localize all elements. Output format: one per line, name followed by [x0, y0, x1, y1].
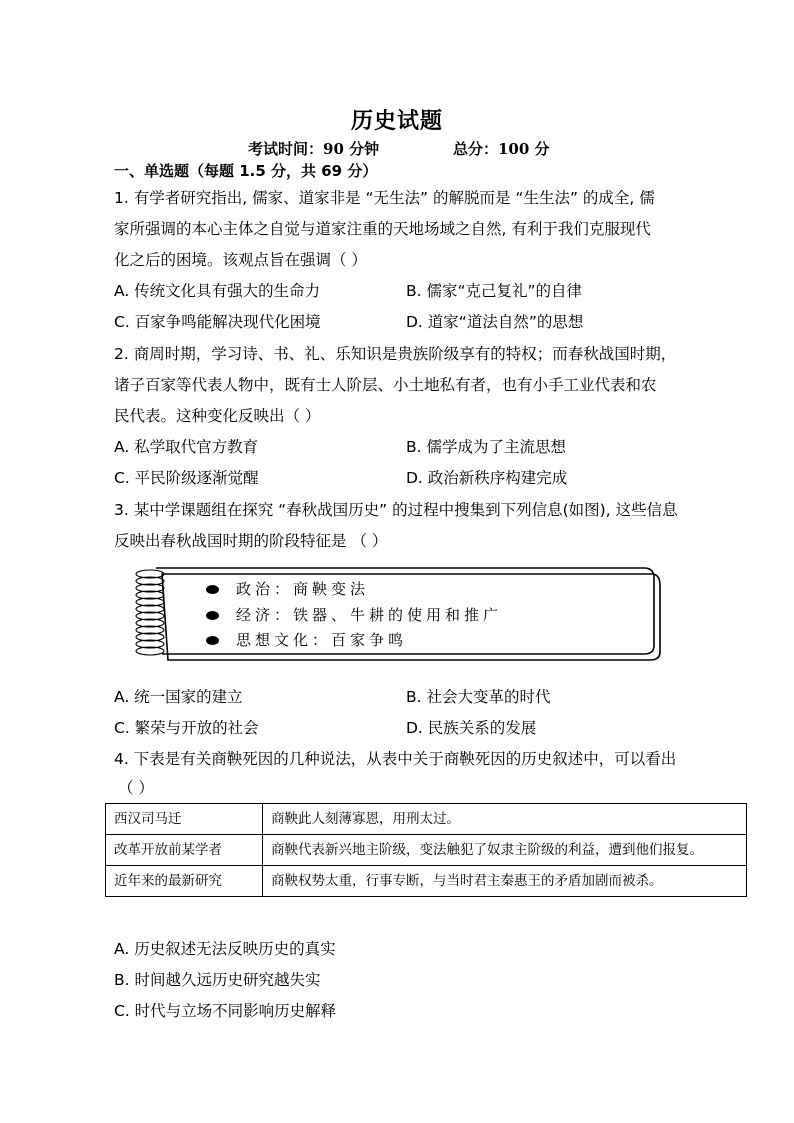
table-cell-source: 西汉司马迁 [106, 804, 263, 835]
option-a[interactable]: A. 传统文化具有强大的生命力 [114, 282, 321, 300]
question-text-line: 家所强调的本心主体之自觉与道家注重的天地场域之自然, 有利于我们克服现代 [114, 220, 651, 238]
question-text-line: 诸子百家等代表人物中，既有士人阶层、小土地私有者，也有小手工业代表和农 [114, 376, 657, 394]
table-row [106, 804, 747, 835]
option-c[interactable]: C. 时代与立场不同影响历史解释 [114, 1002, 337, 1020]
table-cell-view: 商鞅此人刻薄寡恩，用刑太过。 [263, 804, 747, 835]
exam-title: 历史试题 [350, 108, 443, 134]
table-cell-view: 商鞅权势太重，行事专断，与当时君主秦惠王的矛盾加剧而被杀。 [263, 866, 747, 897]
option-d[interactable]: D. 道家“道法自然”的思想 [406, 313, 584, 331]
question-text-line: 反映出春秋战国时期的阶段特征是 （ ） [114, 532, 388, 550]
option-a[interactable]: A. 统一国家的建立 [114, 688, 243, 706]
option-d[interactable]: D. 政治新秩序构建完成 [406, 469, 568, 487]
section-heading: 一、单选题（每题 1.5 分，共 69 分） [114, 162, 378, 180]
option-b[interactable]: B. 社会大变革的时代 [406, 688, 551, 706]
option-b[interactable]: B. 时间越久远历史研究越失实 [114, 971, 321, 989]
bullet-icon [206, 585, 219, 594]
option-a[interactable]: A. 私学取代官方教育 [114, 438, 259, 456]
answer-bracket: （ ） [118, 779, 154, 797]
notebook-item-economy: 经济：铁器、牛耕的使用和推广 [236, 606, 503, 624]
question-text-line: 4. 下表是有关商鞅死因的几种说法，从表中关于商鞅死因的历史叙述中，可以看出 [114, 750, 677, 768]
notebook-item-culture: 思想文化：百家争鸣 [236, 631, 408, 649]
exam-time: 考试时间：90 分钟 [248, 140, 380, 158]
question-text-line: 化之后的困境。该观点旨在强调（ ） [114, 251, 367, 269]
table-row [106, 835, 747, 866]
question-text-line: 民代表。这种变化反映出（ ） [114, 407, 321, 425]
bullet-icon [206, 636, 219, 645]
option-b[interactable]: B. 儒家“克己复礼”的自律 [406, 282, 583, 300]
option-c[interactable]: C. 繁荣与开放的社会 [114, 719, 259, 737]
question-text-line: 1. 有学者研究指出, 儒家、道家非是 “无生法” 的解脱而是 “生生法” 的成全, 儒 [114, 189, 655, 207]
table-cell-source: 改革开放前某学者 [106, 835, 263, 866]
death-cause-table [105, 803, 747, 897]
question-text-line: 3. 某中学课题组在探究 “春秋战国历史” 的过程中搜集到下列信息(如图), 这些信息 [114, 501, 678, 519]
option-a[interactable]: A. 历史叙述无法反映历史的真实 [114, 940, 336, 958]
option-b[interactable]: B. 儒学成为了主流思想 [406, 438, 566, 456]
notebook-item-politics: 政治：商鞅变法 [236, 580, 370, 598]
table-cell-view: 商鞅代表新兴地主阶级，变法触犯了奴隶主阶级的利益，遭到他们报复。 [263, 835, 747, 866]
question-text-line: 2. 商周时期，学习诗、书、礼、乐知识是贵族阶级享有的特权；而春秋战国时期， [114, 345, 677, 363]
bullet-icon [206, 611, 219, 620]
option-d[interactable]: D. 民族关系的发展 [406, 719, 537, 737]
option-c[interactable]: C. 平民阶级逐渐觉醒 [114, 469, 259, 487]
option-c[interactable]: C. 百家争鸣能解决现代化困境 [114, 313, 321, 331]
notebook-figure [132, 566, 662, 662]
table-row [106, 866, 747, 897]
exam-total-score: 总分：100 分 [453, 140, 550, 158]
table-cell-source: 近年来的最新研究 [106, 866, 263, 897]
